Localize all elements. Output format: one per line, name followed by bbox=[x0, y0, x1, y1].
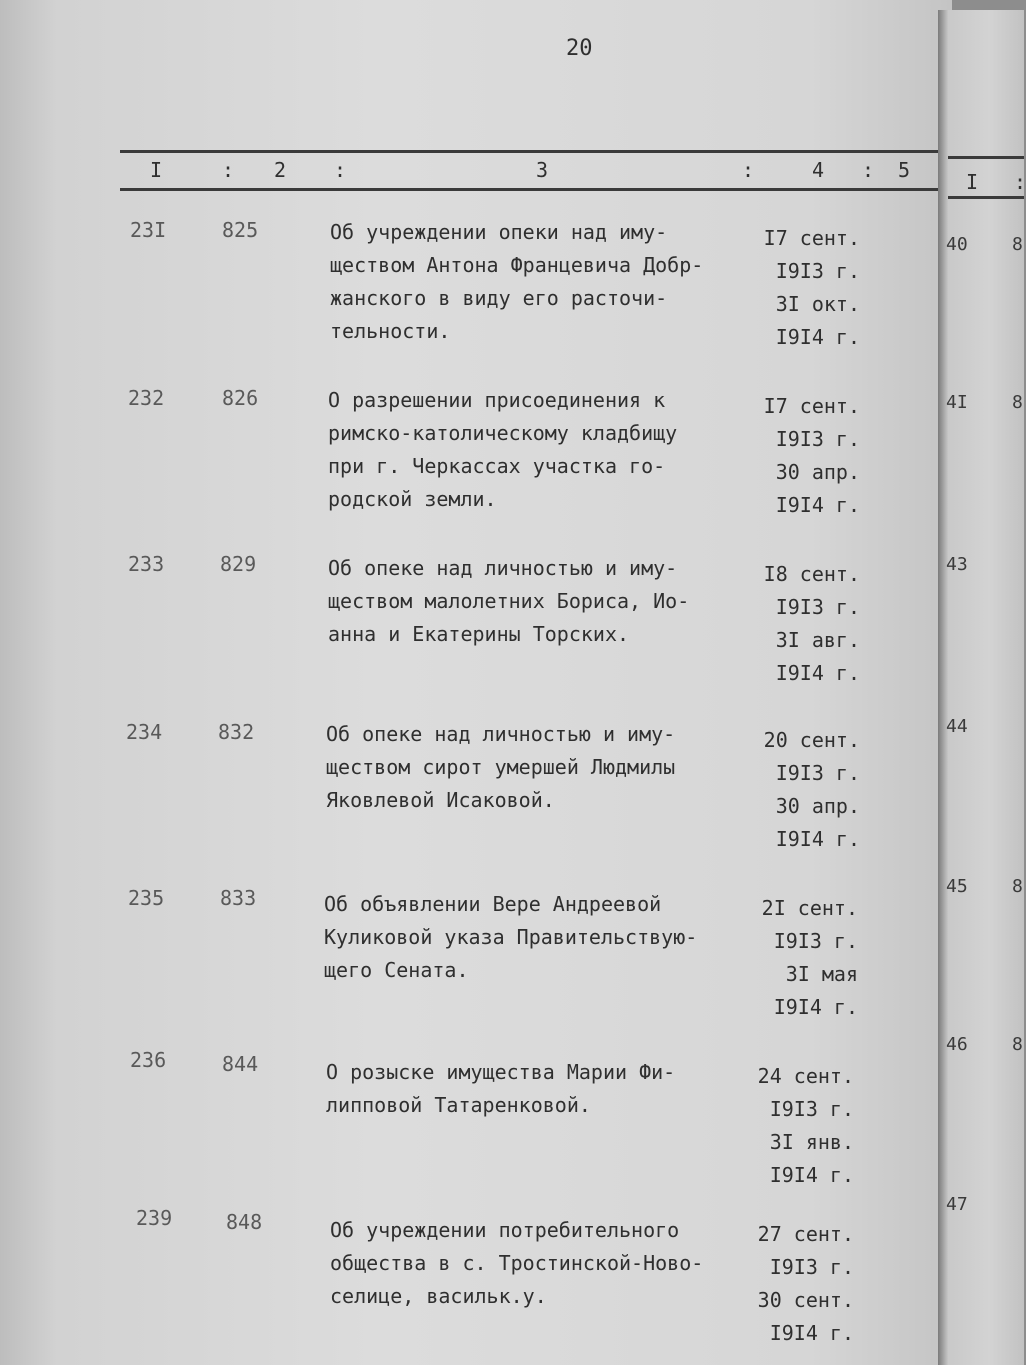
entry-dates bbox=[740, 558, 860, 690]
description-line: О разрешении присоединения к bbox=[328, 388, 666, 412]
description-line: липповой Татаренковой. bbox=[326, 1093, 591, 1117]
entry-number: 234 bbox=[126, 720, 163, 744]
date-line: I9I4 г. bbox=[775, 661, 860, 685]
date-line: I9I4 г. bbox=[775, 827, 860, 851]
date-line: 27 сент. bbox=[757, 1222, 854, 1246]
date-line: I9I4 г. bbox=[769, 1321, 854, 1345]
adjacent-entry-number: 46 bbox=[946, 1034, 968, 1055]
date-line: 20 сент. bbox=[763, 728, 860, 752]
entry-number: 23I bbox=[130, 218, 167, 242]
date-line: I9I3 г. bbox=[775, 427, 860, 451]
entry-dates bbox=[740, 724, 860, 856]
description-line: ществом Антона Францевича Добр- bbox=[330, 253, 704, 277]
adjacent-entry-number: 45 bbox=[946, 876, 968, 897]
date-line: 24 сент. bbox=[757, 1064, 854, 1088]
entry-description bbox=[324, 888, 744, 987]
date-line: I9I3 г. bbox=[769, 1097, 854, 1121]
entry-file-number: 829 bbox=[220, 552, 257, 576]
entry-dates bbox=[740, 222, 860, 354]
description-line: анна и Екатерины Торских. bbox=[328, 622, 630, 646]
adjacent-header-rule-bottom bbox=[948, 196, 1024, 199]
header-sep1: : bbox=[222, 158, 235, 182]
entry-number: 233 bbox=[128, 552, 165, 576]
date-line: I9I3 г. bbox=[773, 929, 858, 953]
entry-number: 236 bbox=[130, 1048, 167, 1072]
page-number: 20 bbox=[566, 36, 593, 61]
entry-dates bbox=[738, 892, 858, 1024]
description-line: Об учреждении опеки над иму- bbox=[330, 220, 668, 244]
entry-file-number: 833 bbox=[220, 886, 257, 910]
description-line: О розыске имущества Марии Фи- bbox=[326, 1060, 676, 1084]
header-rule-top bbox=[120, 150, 940, 153]
entry-file-number: 832 bbox=[218, 720, 255, 744]
description-line: Об опеке над личностью и иму- bbox=[326, 722, 676, 746]
description-line: жанского в виду его расточи- bbox=[330, 286, 668, 310]
adjacent-entry-number: 44 bbox=[946, 716, 968, 737]
entry-file-number: 826 bbox=[222, 386, 259, 410]
header-sep4: : bbox=[862, 158, 875, 182]
description-line: тельности. bbox=[330, 319, 451, 343]
date-line: I9I4 г. bbox=[769, 1163, 854, 1187]
description-line: общества в с. Тростинской-Ново- bbox=[330, 1251, 704, 1275]
header-rule-bottom bbox=[120, 188, 940, 191]
entry-file-number: 848 bbox=[226, 1210, 263, 1234]
date-line: I9I3 г. bbox=[775, 595, 860, 619]
entry-description bbox=[328, 552, 738, 651]
adjacent-entry-fragment: 8 bbox=[1012, 234, 1023, 255]
date-line: I9I4 г. bbox=[773, 995, 858, 1019]
header-sep2: : bbox=[334, 158, 347, 182]
entry-file-number: 844 bbox=[222, 1052, 259, 1076]
description-line: ществом малолетних Бориса, Ио- bbox=[328, 589, 690, 613]
adjacent-entry-fragment: 8 bbox=[1012, 1034, 1023, 1055]
entry-file-number: 825 bbox=[222, 218, 259, 242]
adjacent-entry-number: 40 bbox=[946, 234, 968, 255]
adjacent-entry-number: 47 bbox=[946, 1194, 968, 1215]
entry-description bbox=[326, 1056, 736, 1122]
description-line: ществом сирот умершей Людмилы bbox=[326, 755, 676, 779]
adjacent-entry-number: 43 bbox=[946, 554, 968, 575]
entry-dates bbox=[740, 390, 860, 522]
date-line: I7 сент. bbox=[763, 226, 860, 250]
header-col4: 4 bbox=[812, 158, 825, 182]
adjacent-header-rule-top bbox=[948, 156, 1024, 159]
description-line: Об объявлении Вере Андреевой bbox=[324, 892, 662, 916]
date-line: I9I3 г. bbox=[775, 259, 860, 283]
date-line: 3I окт. bbox=[775, 292, 860, 316]
adjacent-page bbox=[938, 10, 1024, 1365]
header-col2: 2 bbox=[274, 158, 287, 182]
date-line: 3I мая bbox=[785, 962, 858, 986]
date-line: 30 апр. bbox=[775, 794, 860, 818]
description-line: Куликовой указа Правительствую- bbox=[324, 925, 698, 949]
header-col5: 5 bbox=[898, 158, 911, 182]
entry-number: 232 bbox=[128, 386, 165, 410]
date-line: I9I4 г. bbox=[775, 493, 860, 517]
date-line: 3I янв. bbox=[769, 1130, 854, 1154]
header-col1: I bbox=[150, 158, 163, 182]
adjacent-header-sep: : bbox=[1014, 170, 1026, 194]
adjacent-entry-number: 4I bbox=[946, 392, 968, 413]
entry-dates bbox=[734, 1060, 854, 1192]
entry-description bbox=[326, 718, 736, 817]
date-line: 30 сент. bbox=[757, 1288, 854, 1312]
date-line: I8 сент. bbox=[763, 562, 860, 586]
date-line: I7 сент. bbox=[763, 394, 860, 418]
description-line: родской земли. bbox=[328, 487, 497, 511]
adjacent-header-col1: I bbox=[966, 170, 979, 194]
description-line: Яковлевой Исаковой. bbox=[326, 788, 555, 812]
date-line: 30 апр. bbox=[775, 460, 860, 484]
entry-description bbox=[328, 384, 738, 516]
entry-description bbox=[330, 1214, 750, 1313]
entry-description bbox=[330, 216, 740, 348]
description-line: селице, васильк.у. bbox=[330, 1284, 547, 1308]
date-line: 3I авг. bbox=[775, 628, 860, 652]
description-line: при г. Черкассах участка го- bbox=[328, 454, 666, 478]
description-line: Об опеке над личностью и иму- bbox=[328, 556, 678, 580]
date-line: 2I сент. bbox=[761, 896, 858, 920]
description-line: римско-католическому кладбищу bbox=[328, 421, 678, 445]
adjacent-entry-fragment: 8 bbox=[1012, 392, 1023, 413]
entry-number: 235 bbox=[128, 886, 165, 910]
date-line: I9I3 г. bbox=[769, 1255, 854, 1279]
description-line: Об учреждении потребительного bbox=[330, 1218, 680, 1242]
header-sep3: : bbox=[742, 158, 755, 182]
entry-number: 239 bbox=[136, 1206, 173, 1230]
adjacent-entry-fragment: 8 bbox=[1012, 876, 1023, 897]
description-line: щего Сената. bbox=[324, 958, 469, 982]
date-line: I9I4 г. bbox=[775, 325, 860, 349]
header-col3: 3 bbox=[536, 158, 549, 182]
date-line: I9I3 г. bbox=[775, 761, 860, 785]
entry-dates bbox=[730, 1218, 854, 1350]
